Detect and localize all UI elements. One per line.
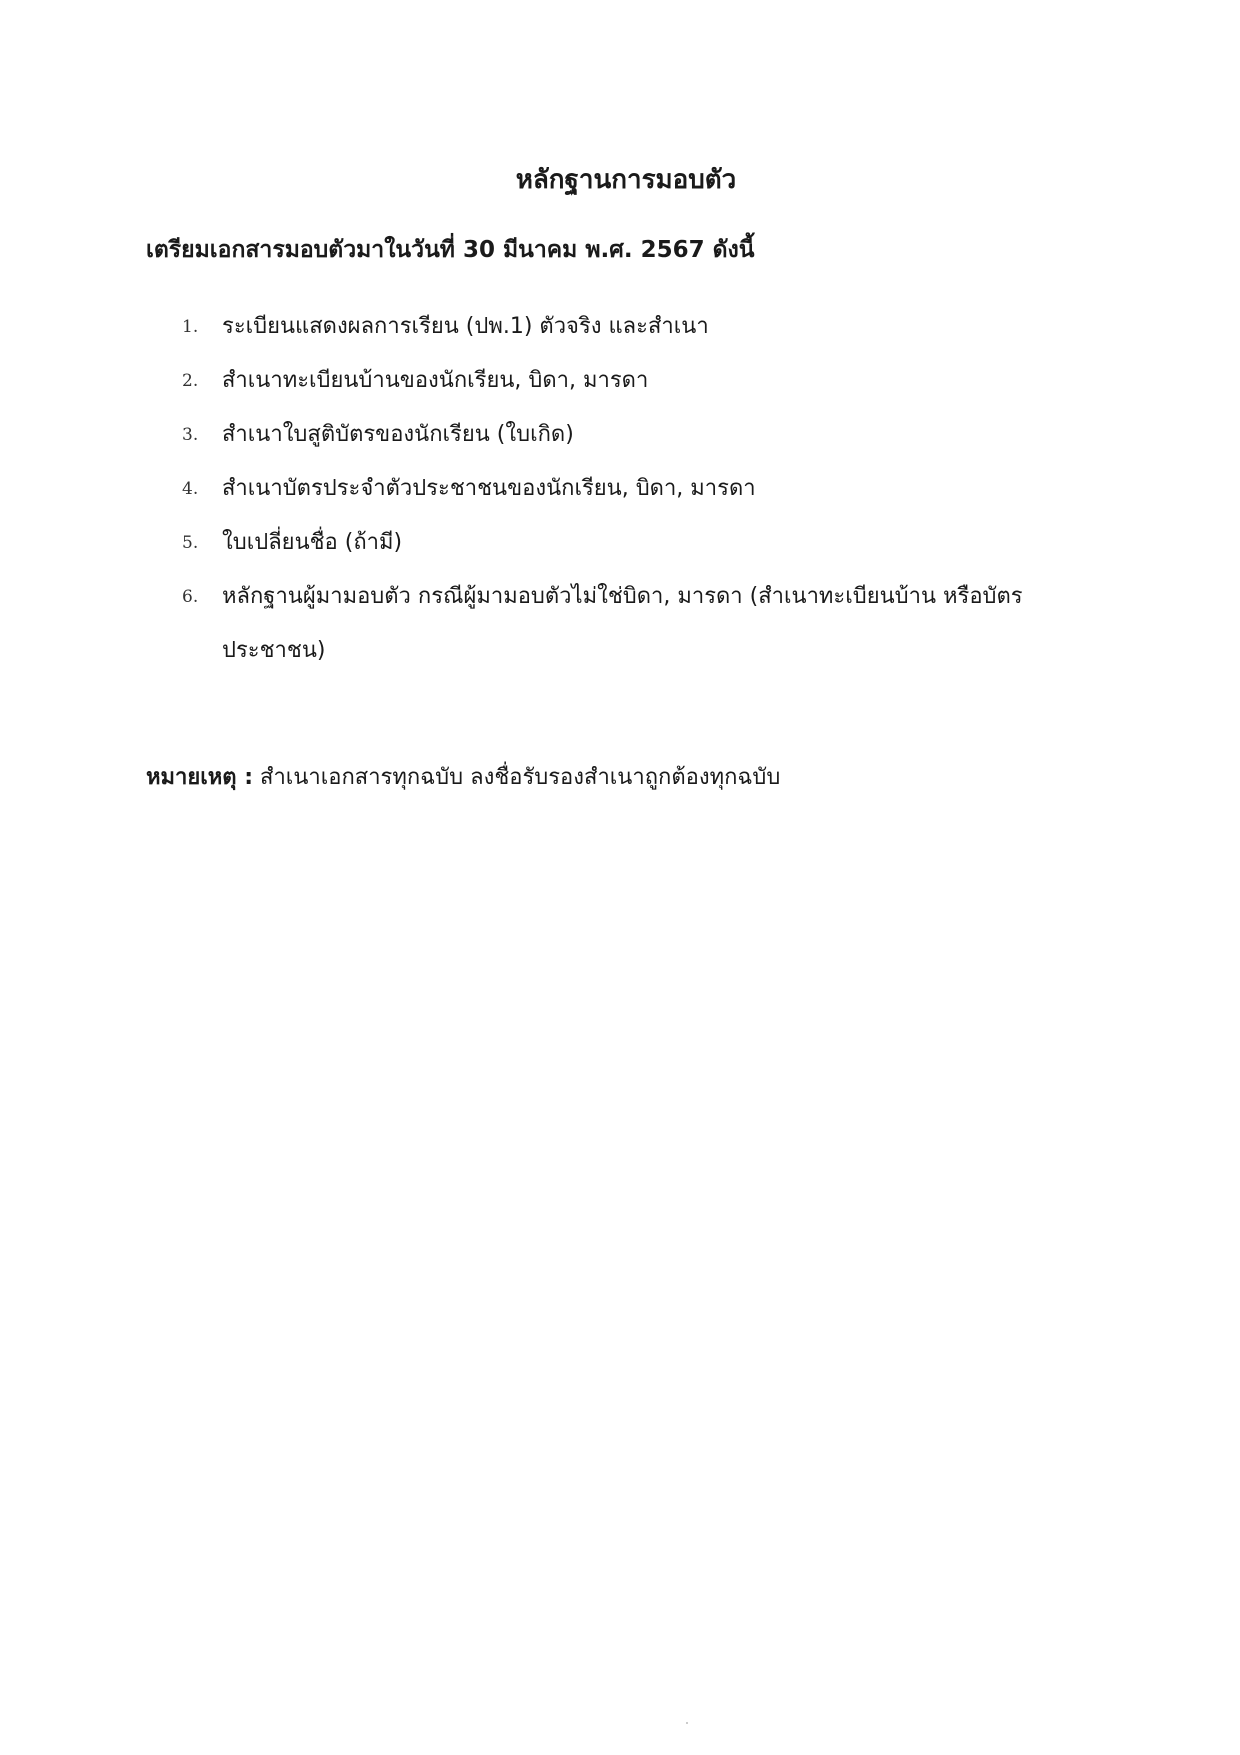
- list-item: [180, 516, 1100, 570]
- list-item-number: 3.: [182, 425, 199, 445]
- page-title: [0, 160, 1240, 200]
- page-title-text: หลักฐานการมอบตัว: [515, 165, 737, 195]
- list-item-number: 2.: [182, 371, 199, 391]
- list-item-text: สำเนาทะเบียนบ้านของนักเรียน, บิดา, มารดา: [222, 368, 649, 393]
- scan-speck: [686, 1722, 688, 1724]
- list-item: [180, 570, 1100, 678]
- list-item-number: 1.: [182, 317, 199, 337]
- list-item: [180, 462, 1100, 516]
- list-item-text: สำเนาใบสูติบัตรของนักเรียน (ใบเกิด): [222, 422, 574, 447]
- note-text: สำเนาเอกสารทุกฉบับ ลงชื่อรับรองสำเนาถูกต้องทุกฉบับ: [260, 765, 781, 790]
- list-item-number: 5.: [182, 533, 199, 553]
- list-item: [180, 300, 1100, 354]
- list-item-text: สำเนาบัตรประจำตัวประชาชนของนักเรียน, บิดา, มารดา: [222, 476, 756, 501]
- document-list: [180, 300, 1100, 678]
- list-item-text: ระเบียนแสดงผลการเรียน (ปพ.1) ตัวจริง และสำเนา: [222, 314, 709, 339]
- list-item-number: 6.: [182, 587, 199, 607]
- list-item-number: 4.: [182, 479, 199, 499]
- note-label: หมายเหตุ :: [146, 765, 254, 790]
- list-item: [180, 354, 1100, 408]
- note: [146, 758, 780, 798]
- list-item-text: หลักฐานผู้มามอบตัว กรณีผู้มามอบตัวไม่ใช่บิดา, มารดา (สำเนาทะเบียนบ้าน หรือบัตรประชาชน): [222, 584, 1023, 663]
- list-item: [180, 408, 1100, 462]
- list-item-text: ใบเปลี่ยนชื่อ (ถ้ามี): [222, 530, 403, 555]
- intro-heading: เตรียมเอกสารมอบตัวมาในวันที่ 30 มีนาคม พ.ศ. 2567 ดังนี้: [146, 237, 755, 263]
